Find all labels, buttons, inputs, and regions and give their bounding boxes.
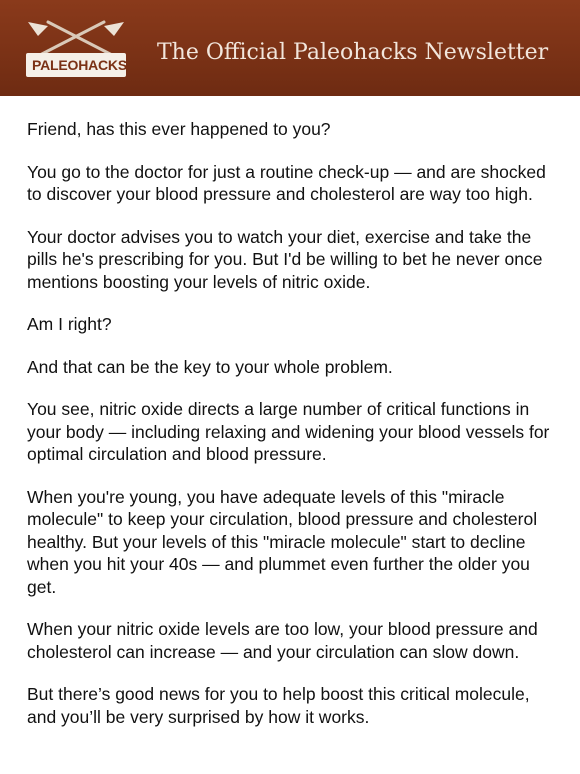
newsletter-title: The Official Paleohacks Newsletter — [157, 40, 549, 65]
paragraph: When you're young, you have adequate levels of this "miracle molecule" to keep your circulation, blood pressure and cholesterol healthy. But your levels of this "miracle molecule" start to decline when you hit your 40s — and plummet even further the older you get. — [27, 486, 538, 597]
paragraph: Friend, has this ever happened to you? — [27, 119, 331, 139]
logo-text-hacks: HACKS — [78, 57, 127, 73]
paragraph: Am I right? — [27, 314, 112, 334]
logo-text-paleo: PALEO — [32, 57, 79, 73]
paragraph: But there’s good news for you to help boost this critical molecule, and you’ll be very surprised by how it works. — [27, 684, 530, 727]
paleohacks-logo[interactable] — [18, 16, 138, 82]
paragraph: When your nitric oxide levels are too low, your blood pressure and cholesterol can increase — and your circulation can slow down. — [27, 619, 538, 662]
paragraph: You see, nitric oxide directs a large number of critical functions in your body — including relaxing and widening your blood vessels for optimal circulation and blood pressure. — [27, 399, 550, 464]
paragraph: You go to the doctor for just a routine check-up — and are shocked to discover your blood pressure and cholesterol are way too high. — [27, 161, 546, 204]
paragraph: And that can be the key to your whole problem. — [27, 356, 393, 377]
newsletter-header — [0, 0, 580, 96]
logo-wordmark — [32, 57, 127, 73]
paragraph: Your doctor advises you to watch your diet, exercise and take the pills he's prescribing for you. But I'd be willing to bet he never once mentions boosting your levels of nitric oxide. — [27, 226, 543, 292]
newsletter-body — [27, 118, 557, 748]
